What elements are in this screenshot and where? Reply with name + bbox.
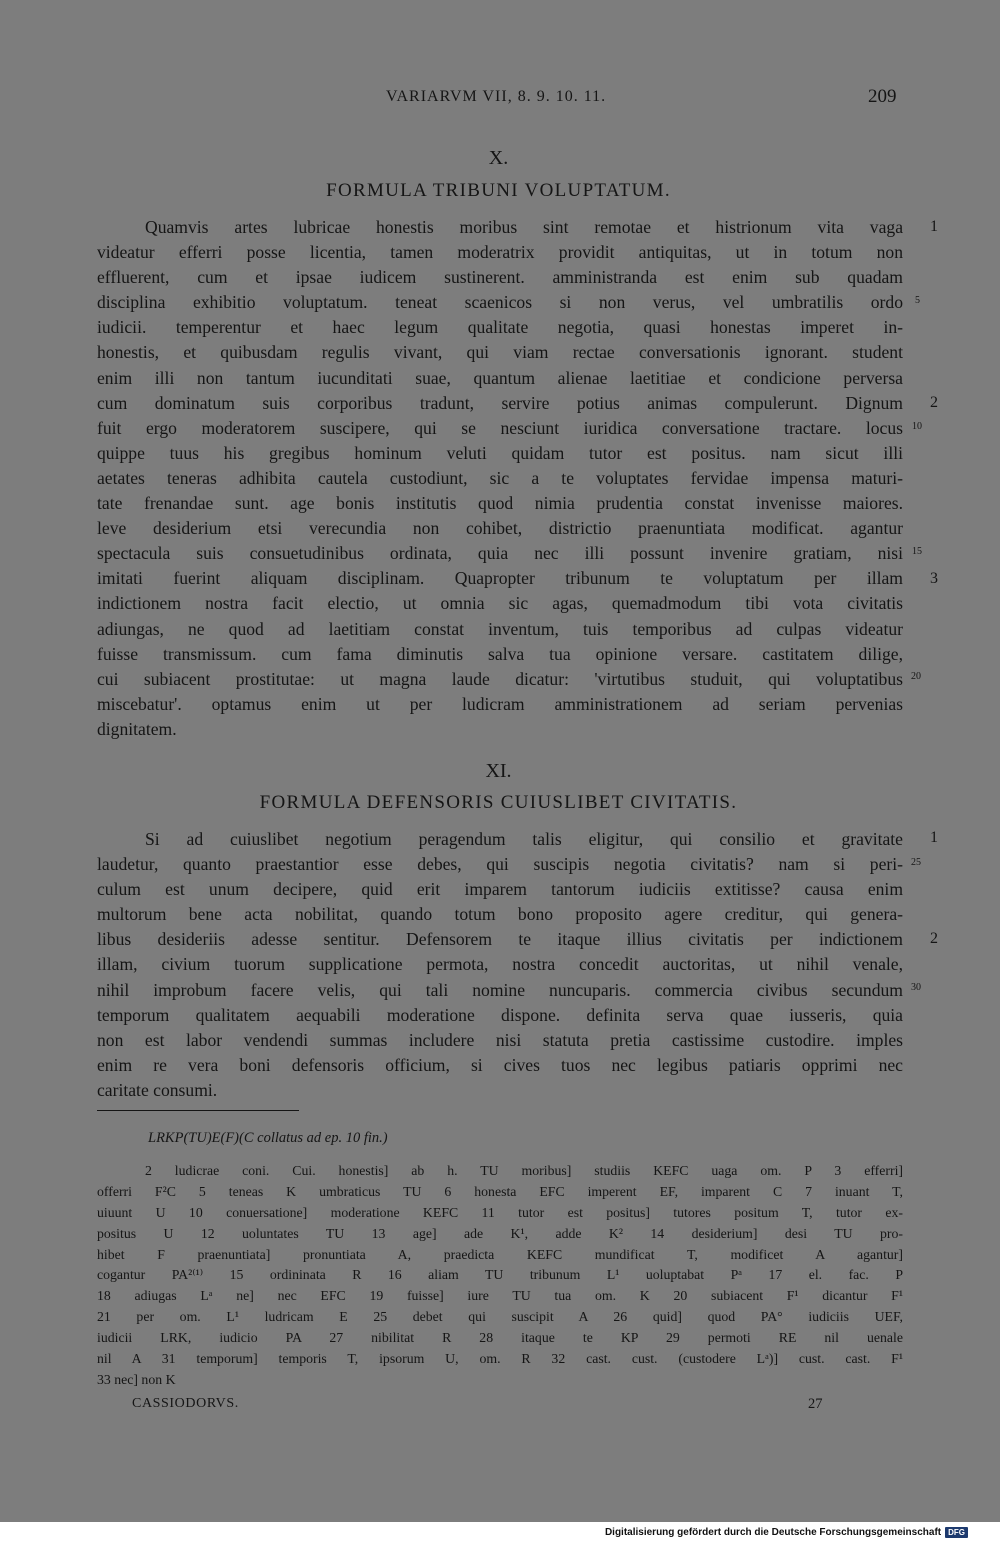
- text-line: nihil improbum facere velis, qui tali nomine nuncuparis. commercia civibus secundum: [97, 979, 903, 1000]
- apparatus-line: uiuunt U 10 conuersatione] moderatione KEFC 11 tutor est positus] tutores positum T, tutor ex-: [97, 1204, 903, 1220]
- manuscript-sigla: LRKP(TU)E(F)(C collatus ad ep. 10 fin.): [148, 1130, 388, 1146]
- credit-text: Digitalisierung gefördert durch die Deutsche Forschungsgemeinschaft: [604, 1527, 942, 1538]
- digitization-credit: [605, 1527, 968, 1538]
- text-line: indictionem nostra facit electio, ut omnia sic agas, quemadmodum tibi vota civitatis: [97, 593, 903, 614]
- signature-mark: CASSIODORVS.: [132, 1396, 239, 1411]
- signature-number: 27: [808, 1396, 823, 1412]
- apparatus-line: nil A 31 temporum] temporis T, ipsorum U, om. R 32 cast. cust. (custodere Lᵃ)] cust. cast. F¹: [97, 1351, 903, 1367]
- text-line: spectacula suis consuetudinibus ordinata, quia nec illi possunt invenire gratiam, nisi: [97, 543, 903, 564]
- paragraph-number: 1: [930, 829, 938, 846]
- text-line: iudicii. temperentur et haec legum qualitate negotia, quasi honestas imperet in-: [97, 317, 903, 338]
- text-line: adiungas, ne quod ad laetitiam constat inventum, tuis temporibus ad culpas videatur: [97, 618, 903, 639]
- text-line: laudetur, quanto praestantior esse debes, qui suscipis negotia civitatis? nam si peri-: [97, 854, 903, 875]
- line-number: 15: [912, 546, 922, 557]
- text-line: leve desiderium etsi verecundia non cohibet, districtio praenuntiata modificat. agantur: [97, 518, 903, 539]
- paragraph-number: 3: [930, 570, 938, 587]
- footnote-rule: [97, 1110, 299, 1111]
- text-line: enim re vera boni defensoris officium, si cives tuos nec legibus patiaris opprimi nec: [97, 1054, 903, 1075]
- text-line: Si ad cuiuslibet negotium peragendum talis eligitur, qui consilio et gravitate: [145, 829, 903, 849]
- page-number: 209: [868, 86, 897, 107]
- section-xi-title: FORMULA DEFENSORIS CUIUSLIBET CIVITATIS.: [259, 792, 738, 813]
- line-number: 10: [912, 421, 922, 432]
- text-line: aetates teneras adhibita cautela custodiunt, sic a te voluptates fervidae impensa maturi-: [97, 467, 903, 488]
- text-line: non est labor vendendi summas includere nisi statuta pretia castissime custodire. imples: [97, 1029, 903, 1050]
- text-line: fuit ergo moderatorem suscipere, qui se nesciunt iuridica conversatione tractare. locus: [97, 417, 903, 438]
- apparatus-line: 21 per om. L¹ ludricam E 25 debet qui suscipit A 26 quid] quod PA° iudiciis UEF,: [97, 1309, 903, 1325]
- text-line: dignitatem.: [97, 718, 177, 739]
- line-number: 25: [911, 857, 921, 868]
- text-line: cui subiacent prostitutae: ut magna laude dicatur: 'virtutibus studuit, qui voluptatibus: [97, 668, 903, 689]
- text-line: miscebatur'. optamus enim ut per ludicram amministrationem ad seriam pervenias: [97, 693, 903, 714]
- dfg-logo: DFG: [945, 1527, 968, 1538]
- text-line: culum est unum decipere, quid erit imparem tantorum iudiciis extitisse? causa enim: [97, 879, 903, 900]
- paragraph-number: 1: [930, 218, 938, 235]
- text-line: illam, civium tuorum supplicatione permota, nostra concedit auctoritas, ut nihil venale,: [97, 954, 903, 975]
- apparatus-line: hibet F praenuntiata] pronuntiata A, praedicta KEFC mundificat T, modificet A agantur]: [97, 1246, 903, 1262]
- running-title: VARIARVM VII, 8. 9. 10. 11.: [386, 88, 607, 105]
- line-number: 5: [915, 295, 920, 306]
- text-line: tate frenandae sunt. age bonis institutis quod nimia prudentia constat invenisse maiores.: [97, 493, 903, 514]
- apparatus-line: 18 adiugas Lᵃ ne] nec EFC 19 fuisse] iure TU tua om. K 20 subiacent F¹ dicantur F¹: [97, 1288, 903, 1304]
- section-x-number: X.: [488, 147, 509, 169]
- apparatus-line: iudicii LRK, iudicio PA 27 nibilitat R 28 itaque te KP 29 permoti RE nil uenale: [97, 1330, 903, 1346]
- line-number: 30: [911, 982, 921, 993]
- text-line: disciplina exhibitio voluptatum. teneat scaenicos si non verus, vel umbratilis ordo: [97, 292, 903, 313]
- apparatus-line: offerri F²C 5 teneas K umbraticus TU 6 honesta EFC imperent EF, imparent C 7 inuant T,: [97, 1183, 903, 1199]
- text-line: temporum qualitatem aequabili moderatione dispone. definita serva quae iusseris, quia: [97, 1004, 903, 1025]
- section-xi-number: XI.: [485, 760, 512, 782]
- section-xi-text: [97, 827, 903, 1103]
- text-line: quippe tuus his gregibus hominum veluti quidam tutor est positus. nam sicut illi: [97, 442, 903, 463]
- text-line: honestis, et quibusdam regulis vivant, qui viam rectae conversationis ignorant. student: [97, 342, 903, 363]
- paragraph-number: 2: [930, 930, 938, 947]
- critical-apparatus: [97, 1161, 903, 1391]
- section-x-text: [97, 215, 903, 742]
- text-line: Quamvis artes lubricae honestis moribus sint remotae et histrionum vita vaga: [145, 217, 903, 237]
- apparatus-line: 33 nec] non K: [97, 1371, 176, 1387]
- apparatus-line: cogantur PA²⁽¹⁾ 15 ordininata R 16 aliam TU tribunum L¹ uoluptabat Pᵃ 17 el. fac. P: [97, 1267, 903, 1283]
- line-number: 20: [911, 671, 921, 682]
- text-line: fuisse transmissum. cum fama diminutis salva tua opinione versare. castitatem dilige,: [97, 643, 903, 664]
- text-line: multorum bene acta nobilitat, quando totum bono proposito agere creditur, qui genera-: [97, 904, 903, 925]
- text-line: videatur efferri posse licentia, tamen moderatrix providit antiquitas, ut in totum non: [97, 242, 903, 263]
- text-line: cum dominatum suis corporibus tradunt, servire potius animas compulerunt. Dignum: [97, 392, 903, 413]
- paragraph-number: 2: [930, 394, 938, 411]
- text-line: caritate consumi.: [97, 1079, 218, 1100]
- apparatus-line: positus U 12 uoluntates TU 13 age] ade K¹, adde K² 14 desiderium] desi TU pro-: [97, 1225, 903, 1241]
- text-line: effluerent, cum et ipsae iudicem sustinerent. amministranda est enim sub quadam: [97, 267, 903, 288]
- section-x-title: FORMULA TRIBUNI VOLUPTATUM.: [326, 180, 671, 201]
- apparatus-line: 2 ludicrae coni. Cui. honestis] ab h. TU moribus] studiis KEFC uaga om. P 3 efferri]: [145, 1163, 903, 1178]
- text-line: imitati fuerint aliquam disciplinam. Quapropter tribunum te voluptatum per illam: [97, 568, 903, 589]
- text-line: enim illi non tantum iucunditati suae, quantum alienae laetitiae et condicione perversa: [97, 367, 903, 388]
- text-line: libus desideriis adesse sentitur. Defensorem te itaque illius civitatis per indictionem: [97, 929, 903, 950]
